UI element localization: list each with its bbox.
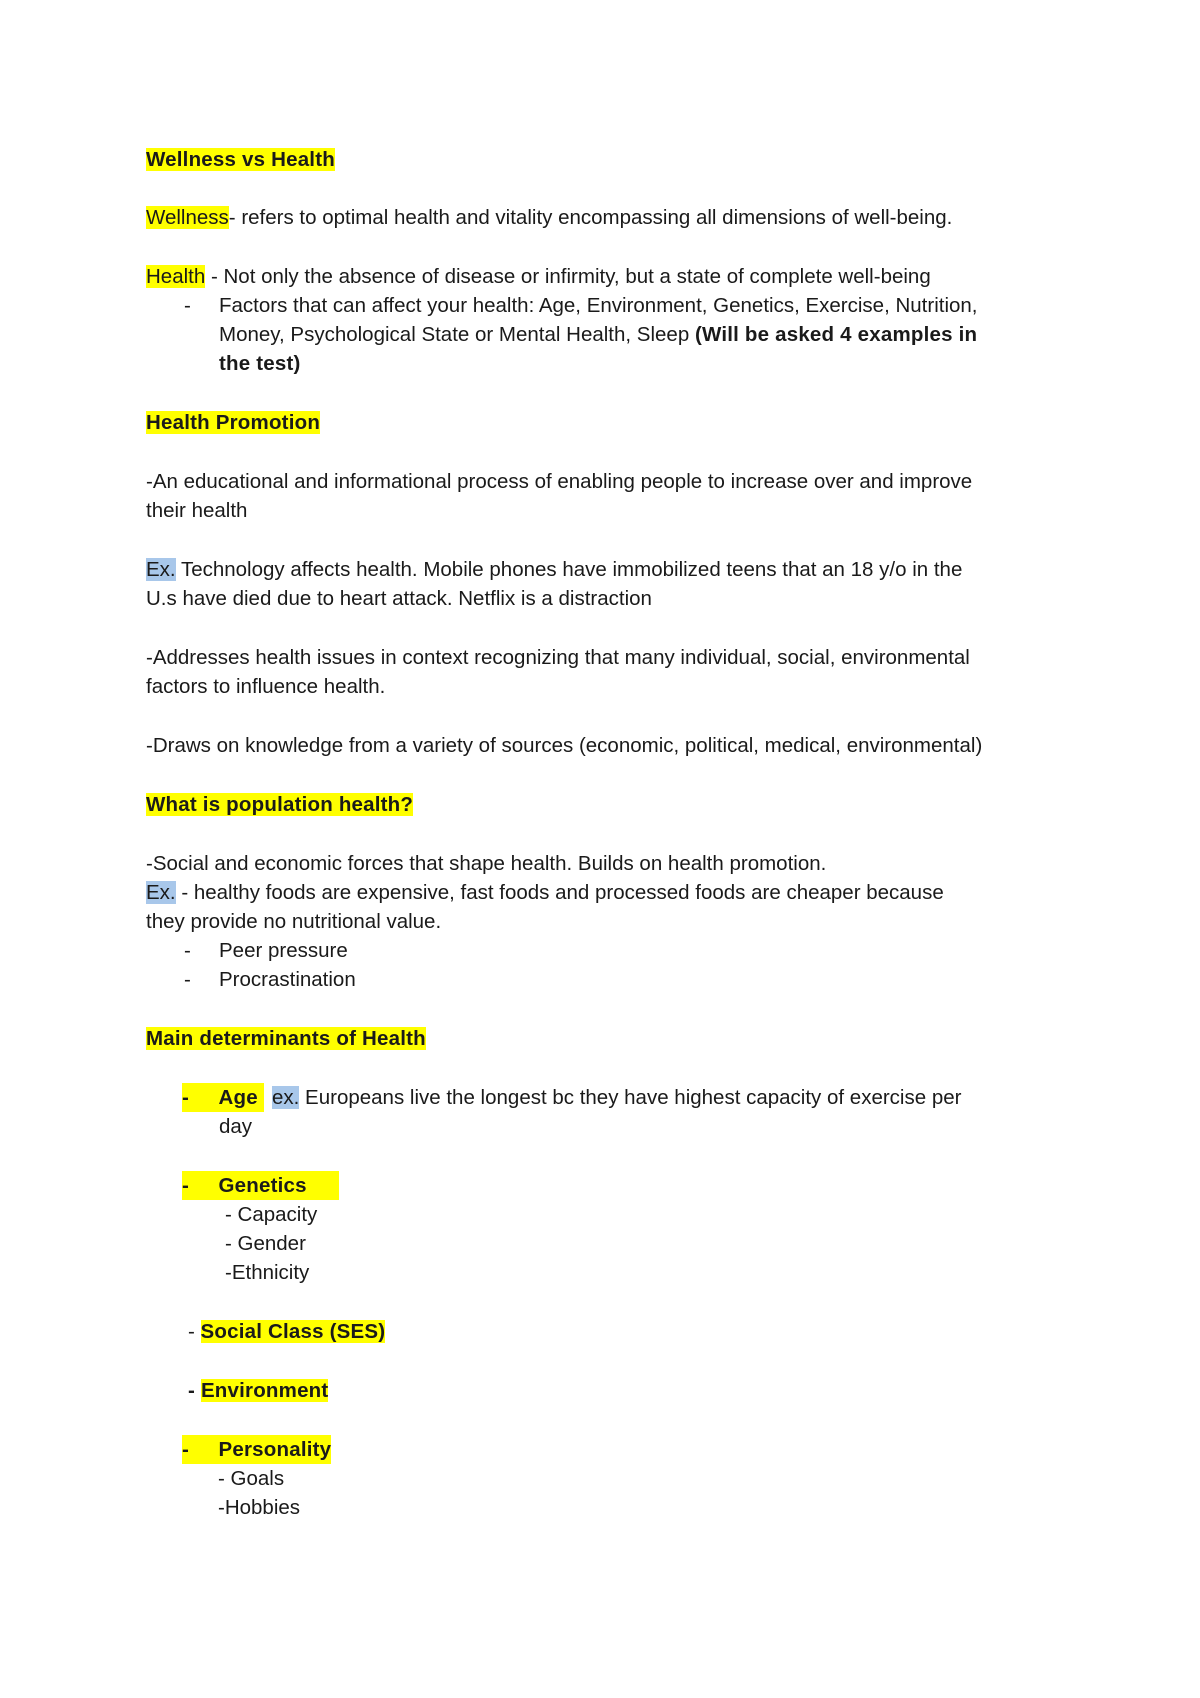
example-label: Ex. <box>146 558 176 581</box>
personality-item-goals: - Goals <box>218 1467 285 1490</box>
promotion-p1-line2: their health <box>146 499 248 522</box>
heading-population-health: What is population health? <box>146 793 414 816</box>
promotion-p2-line2: factors to influence health. <box>146 675 386 698</box>
genetics-item-capacity: - Capacity <box>225 1203 318 1226</box>
promotion-p1-line1: -An educational and informational process of enabling people to increase over and improve <box>146 470 973 493</box>
heading-health-promotion: Health Promotion <box>146 411 321 434</box>
health-term: Health <box>146 265 206 288</box>
population-example-line1: Ex. - healthy foods are expensive, fast foods and processed foods are cheaper because <box>146 881 944 904</box>
population-p1: -Social and economic forces that shape health. Builds on health promotion. <box>146 852 827 875</box>
heading-main-determinants: Main determinants of Health <box>146 1027 426 1050</box>
population-example-line2: they provide no nutritional value. <box>146 910 442 933</box>
personality-item-hobbies: -Hobbies <box>218 1496 301 1519</box>
health-factors-line3: the test) <box>219 352 301 375</box>
genetics-item-ethnicity: -Ethnicity <box>225 1261 310 1284</box>
promotion-example-line1: Ex. Technology affects health. Mobile phones have immobilized teens that an 18 y/o in the <box>146 558 963 581</box>
example-label: ex. <box>272 1086 300 1109</box>
health-definition: Health - Not only the absence of disease or infirmity, but a state of complete well-being <box>146 265 931 288</box>
promotion-example-line2: U.s have died due to heart attack. Netflix is a distraction <box>146 587 652 610</box>
genetics-item-gender: - Gender <box>225 1232 306 1255</box>
heading-wellness-vs-health: Wellness vs Health <box>146 148 335 171</box>
determinant-environment: - Environment <box>188 1379 329 1402</box>
example-label: Ex. <box>146 881 176 904</box>
determinant-social-class: - Social Class (SES) <box>188 1320 386 1343</box>
wellness-term: Wellness <box>146 206 229 229</box>
determinant-age-line2: day <box>219 1115 253 1138</box>
document-page: Wellness vs Health Wellness- refers to optimal health and vitality encompassing all dimensions of well-being. Health - Not only the absence of disease or infirmity, but a state of complete well-being - Factors that can affect your health: Age, Environment, Genetics, Exercise, Nutrition, Money, Psychological State or Mental Health, Sleep (Will be asked 4 examples in the test) Health Promotion -An educational and informational process of enabling people to increase over and improve their health Ex. Technology affects health. Mobile phones have immobilized teens that an 18 y/o in the U.s have died due to heart attack. Netflix is a distraction -Addresses health issues in context recognizing that many individual, social, environmental factors to influence health. -Draws on knowledge from a variety of sources (economic, political, medical, environmental) What is population health? -Social and economic forces that shape health. Builds on health promotion. Ex. - healthy foods are expensive, fast foods and processed foods are cheaper because they provide no nutritional value. - Peer pressure - Procrastination Main determinants of Health - Age ex. Europeans live the longest bc they have highest capacity of exercise per day - Genetics - Capacity - Gender -Ethnicity - Social Class (SES) - Environment - Personality - Goals -Hobbies <box>0 0 1200 1698</box>
wellness-definition: Wellness- refers to optimal health and vitality encompassing all dimensions of well-being. <box>146 206 953 229</box>
health-factors-line2: Money, Psychological State or Mental Health, Sleep (Will be asked 4 examples in <box>219 323 978 346</box>
promotion-p2-line1: -Addresses health issues in context recognizing that many individual, social, environmental <box>146 646 970 669</box>
promotion-p3: -Draws on knowledge from a variety of sources (economic, political, medical, environmental) <box>146 734 983 757</box>
